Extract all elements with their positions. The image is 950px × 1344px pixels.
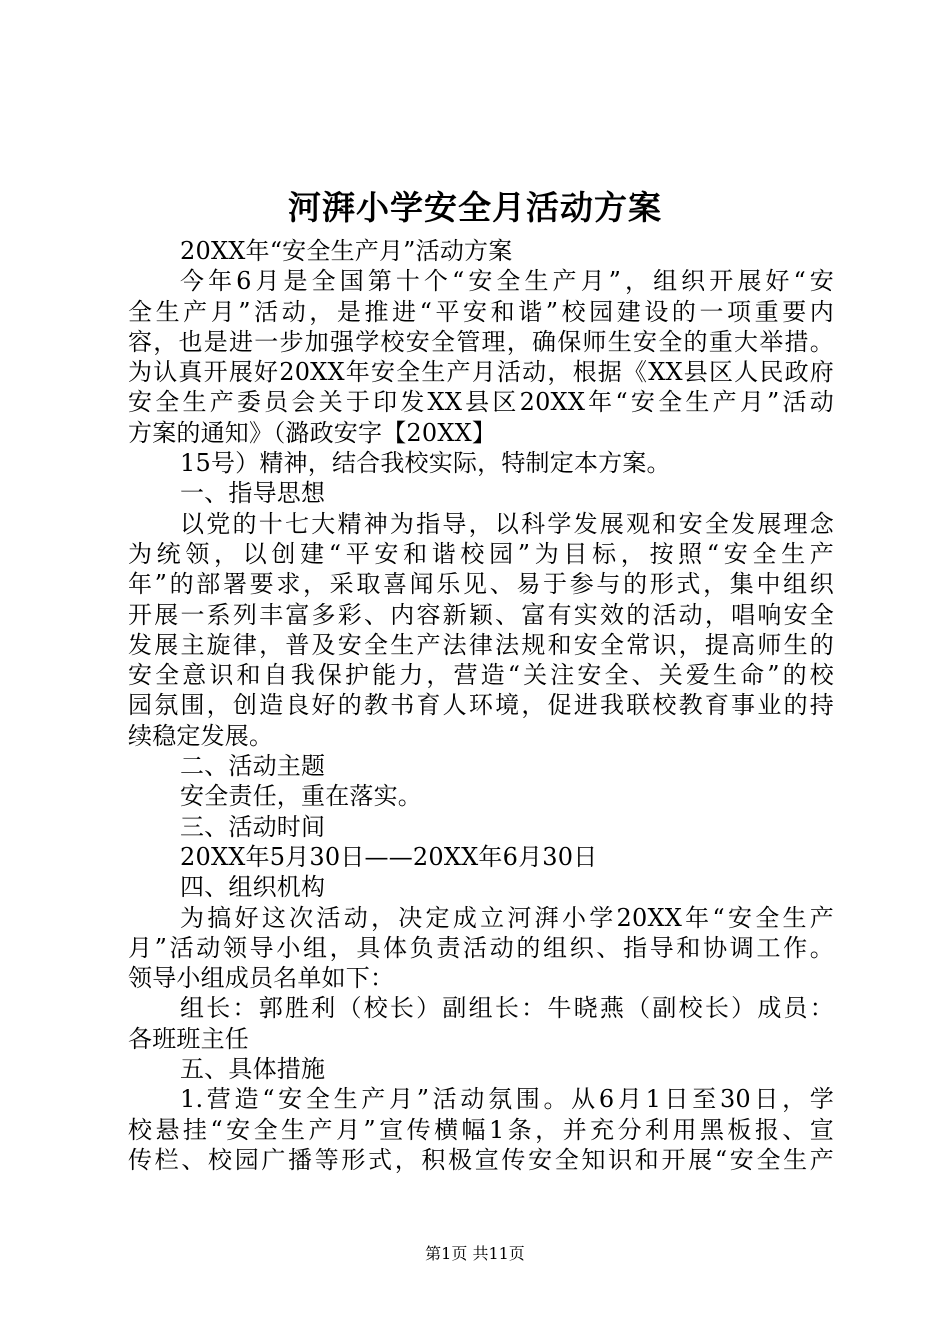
text-line: 续稳定发展。 <box>128 721 274 750</box>
text-line: 校悬挂“安全生产月”宣传横幅1条，并充分利用黑板报、宣 <box>128 1115 834 1144</box>
text-line: 为统领，以创建“平安和谐校园”为目标，按照“安全生产 <box>128 539 834 568</box>
text-line: 园氛围，创造良好的教书育人环境，促进我联校教育事业的持 <box>128 691 834 720</box>
text-line: 三、活动时间 <box>180 812 326 841</box>
text-line: 15号）精神，结合我校实际，特制定本方案。 <box>180 449 671 478</box>
text-line: 安全意识和自我保护能力，营造“关注安全、关爱生命”的校 <box>128 661 834 690</box>
text-line: 发展主旋律，普及安全生产法律法规和安全常识，提高师生的 <box>128 630 834 659</box>
page-footer: 第1页 共11页 <box>425 1244 525 1263</box>
text-line: 容，也是进一步加强学校安全管理，确保师生安全的重大举措。 <box>128 327 834 356</box>
text-line: 一、指导思想 <box>180 479 326 508</box>
text-line: 月”活动领导小组，具体负责活动的组织、指导和协调工作。 <box>128 933 834 962</box>
text-line: 五、具体措施 <box>180 1055 326 1084</box>
text-line: 各班班主任 <box>128 1024 249 1053</box>
text-line: 以党的十七大精神为指导，以科学发展观和安全发展理念 <box>180 509 834 538</box>
text-line: 为认真开展好20XX年安全生产月活动，根据《XX县区人民政府 <box>128 358 834 387</box>
text-line: 今年6月是全国第十个“安全生产月”，组织开展好“安 <box>180 267 834 296</box>
text-line: 安全责任，重在落实。 <box>180 782 422 811</box>
text-line: 年”的部署要求，采取喜闻乐见、易于参与的形式，集中组织 <box>128 570 834 599</box>
text-line: 全生产月”活动，是推进“平安和谐”校园建设的一项重要内 <box>128 297 834 326</box>
text-line: 20XX年“安全生产月”活动方案 <box>180 237 513 265</box>
text-line: 开展一系列丰富多彩、内容新颖、富有实效的活动，唱响安全 <box>128 600 834 629</box>
text-line: 组长：郭胜利（校长）副组长：牛晓燕（副校长）成员： <box>180 994 834 1023</box>
text-line: 1.营造“安全生产月”活动氛围。从6月1日至30日，学 <box>180 1085 834 1114</box>
text-line: 二、活动主题 <box>180 752 326 781</box>
document-title: 河湃小学安全月活动方案 <box>288 188 662 227</box>
text-line: 四、组织机构 <box>180 873 326 902</box>
text-line: 为搞好这次活动，决定成立河湃小学20XX年“安全生产 <box>180 903 834 932</box>
document-body <box>128 236 834 1175</box>
text-line: 20XX年5月30日——20XX年6月30日 <box>180 842 598 871</box>
text-line: 方案的通知》（潞政安字【20XX】 <box>128 418 497 447</box>
text-line: 安全生产委员会关于印发XX县区20XX年“安全生产月”活动 <box>128 388 834 417</box>
text-line: 领导小组成员名单如下： <box>128 964 395 993</box>
text-line: 传栏、校园广播等形式，积极宣传安全知识和开展“安全生产 <box>128 1145 834 1174</box>
